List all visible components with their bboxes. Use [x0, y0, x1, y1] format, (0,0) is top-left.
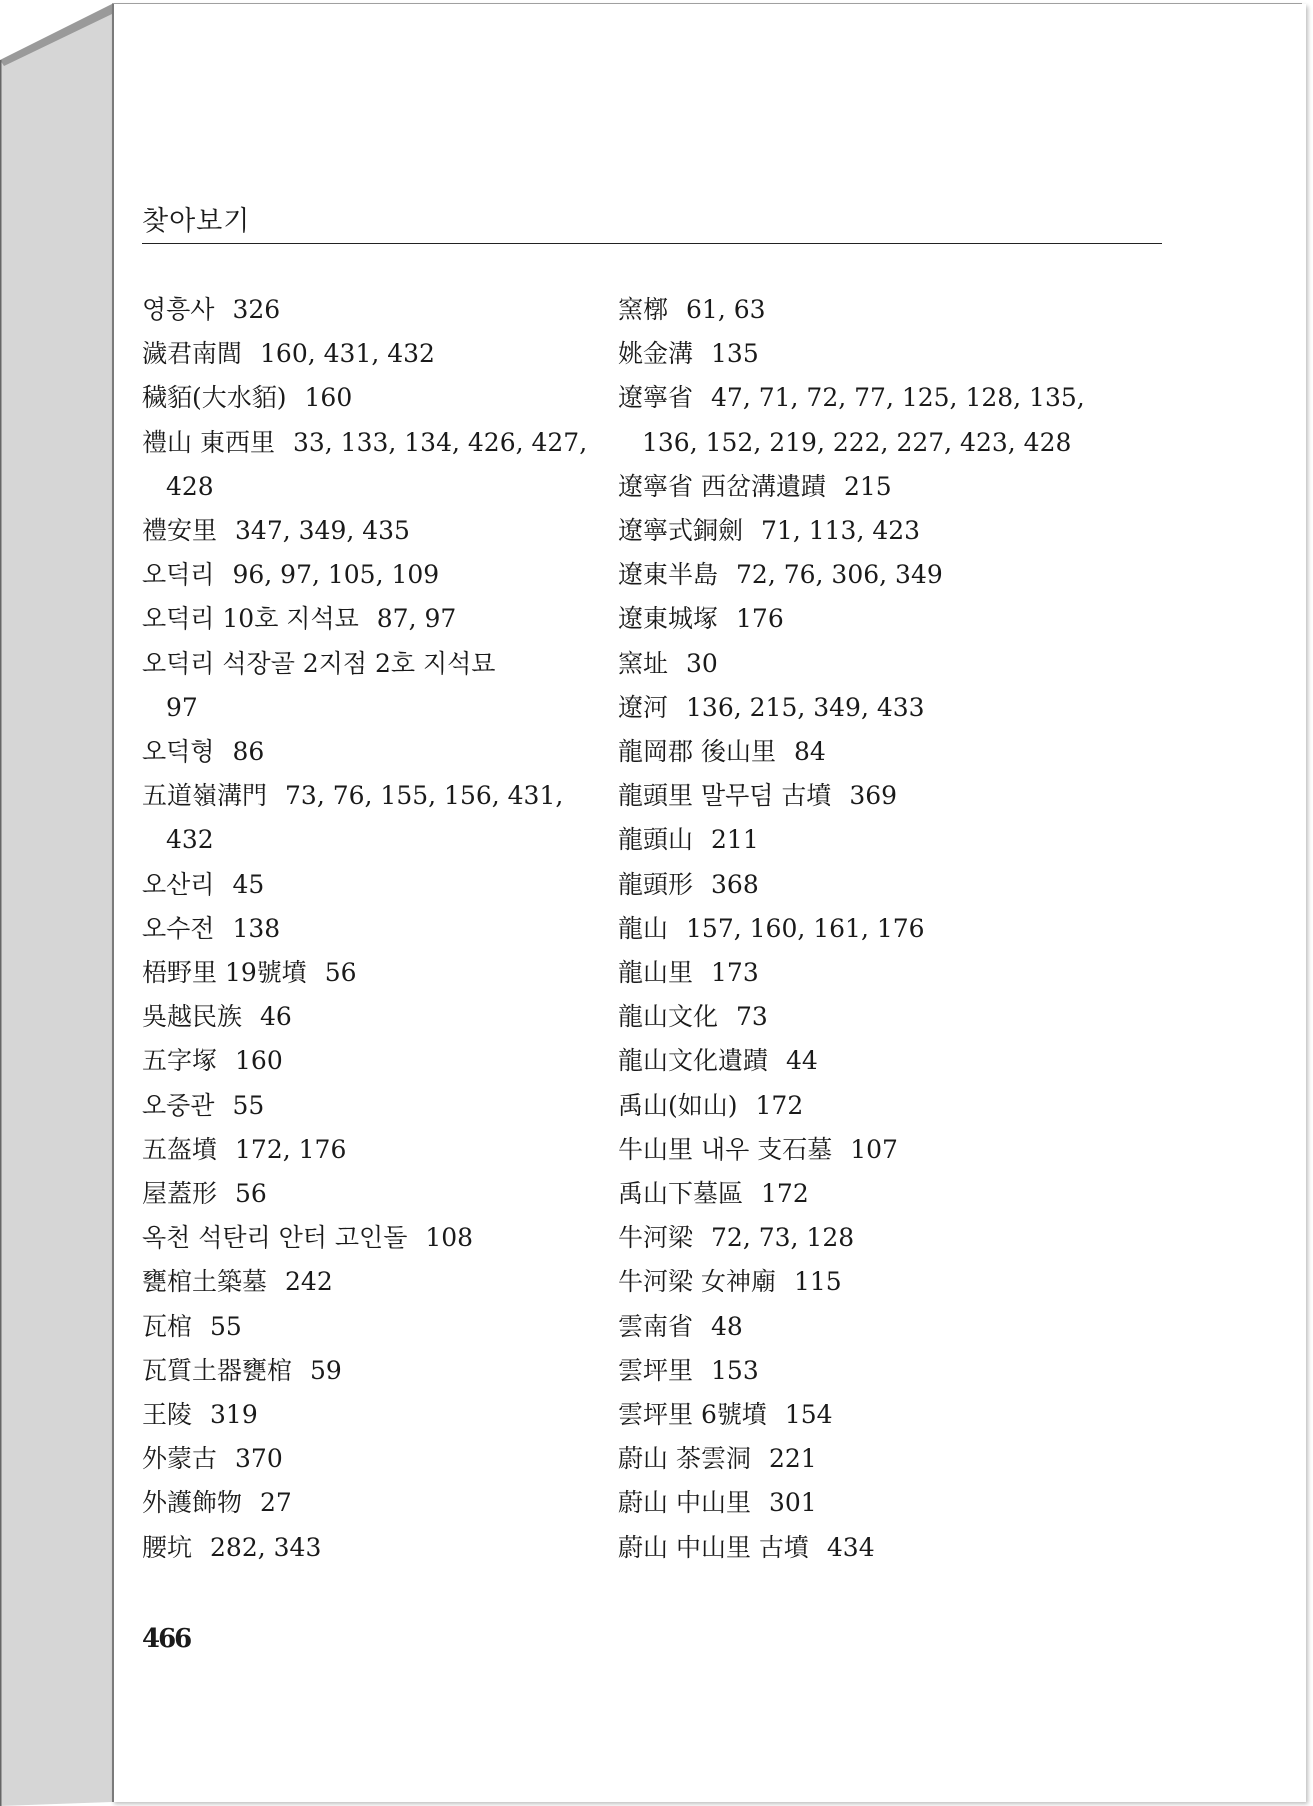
index-pages: 44	[786, 1046, 818, 1076]
index-pages: 46	[260, 1002, 292, 1032]
index-term: 오덕형	[142, 737, 215, 767]
index-pages: 55	[210, 1311, 242, 1341]
index-term: 오중관	[142, 1090, 215, 1120]
index-pages-continued: 428	[166, 471, 214, 501]
index-term: 禹山下墓區	[618, 1179, 744, 1209]
index-entry	[142, 730, 622, 774]
index-entry	[142, 553, 622, 597]
index-term: 오덕리 석장골 2지점 2호 지석묘	[142, 648, 496, 678]
index-pages: 347, 349, 435	[235, 516, 410, 546]
index-entry	[618, 1039, 1098, 1083]
index-entry	[618, 553, 1098, 597]
index-entry	[142, 1216, 622, 1260]
index-pages: 136, 215, 349, 433	[686, 692, 925, 722]
page-header	[142, 205, 1162, 239]
index-entry	[142, 1526, 622, 1570]
index-pages: 160, 431, 432	[260, 339, 435, 369]
index-pages: 135	[711, 339, 759, 369]
index-pages: 221	[768, 1444, 817, 1474]
index-pages: 282, 343	[210, 1532, 322, 1562]
index-entry	[618, 863, 1098, 907]
index-term: 龍山文化	[618, 1002, 719, 1032]
index-entry	[142, 1260, 622, 1304]
index-entry	[142, 774, 622, 862]
index-entry	[618, 730, 1098, 774]
index-term: 龍岡郡 後山里	[618, 737, 776, 767]
index-pages: 59	[310, 1355, 342, 1385]
index-term: 窯槨	[618, 295, 669, 324]
index-pages: 56	[235, 1179, 267, 1209]
index-term: 穢貊(大水貊)	[142, 383, 287, 413]
index-entry	[142, 995, 622, 1039]
index-term: 窯址	[618, 648, 669, 678]
index-term: 龍山里	[618, 958, 694, 988]
index-pages: 369	[849, 781, 898, 811]
index-term: 옥천 석탄리 안터 고인돌	[142, 1223, 408, 1253]
index-entry	[618, 1128, 1098, 1172]
index-term: 蔚山 中山里	[618, 1488, 751, 1518]
index-term: 五字塚	[142, 1046, 218, 1076]
index-entry	[618, 288, 1098, 332]
index-pages: 87, 97	[376, 604, 457, 634]
index-pages: 138	[232, 913, 281, 943]
index-entry	[618, 1305, 1098, 1349]
index-entry	[618, 1526, 1098, 1570]
index-term: 龍山	[618, 913, 669, 943]
index-entry	[142, 288, 622, 332]
index-term: 雲坪里 6號墳	[618, 1400, 767, 1430]
index-term: 五盔墳	[142, 1134, 218, 1164]
index-pages: 30	[686, 648, 718, 678]
index-term: 오덕리	[142, 560, 215, 590]
index-term: 外護飾物	[142, 1488, 243, 1518]
index-entry	[618, 1084, 1098, 1128]
index-entry	[142, 1084, 622, 1128]
index-term: 遼東半島	[618, 560, 719, 590]
index-entry	[618, 907, 1098, 951]
index-pages: 173	[711, 958, 759, 988]
index-pages: 319	[210, 1400, 258, 1430]
index-term: 龍頭里 말무덤 古墳	[618, 781, 832, 811]
index-entry	[618, 1481, 1098, 1525]
index-entry	[618, 332, 1098, 376]
index-pages: 215	[843, 471, 892, 501]
index-pages: 157, 160, 161, 176	[686, 913, 925, 943]
index-pages: 33, 133, 134, 426, 427,	[292, 427, 588, 457]
index-pages: 211	[711, 825, 759, 855]
index-term: 蔚山 中山里 古墳	[618, 1532, 809, 1562]
index-entry	[142, 1437, 622, 1481]
index-pages: 368	[711, 869, 759, 899]
index-entry	[618, 1437, 1098, 1481]
index-pages: 176	[736, 604, 784, 634]
index-pages: 242	[285, 1267, 333, 1297]
index-term: 오수전	[142, 913, 215, 943]
index-term: 梧野里 19號墳	[142, 958, 307, 988]
index-pages: 370	[235, 1444, 283, 1474]
index-term: 遼河	[618, 692, 669, 722]
page-title: 찾아보기	[142, 206, 251, 237]
index-term: 瓦棺	[142, 1311, 193, 1341]
index-entry	[142, 376, 622, 420]
index-term: 蔚山 茶雲洞	[618, 1444, 751, 1474]
index-term: 遼寧式銅劍	[618, 516, 744, 546]
index-entry	[142, 907, 622, 951]
index-term: 腰坑	[142, 1532, 193, 1562]
index-pages: 47, 71, 72, 77, 125, 128, 135,	[711, 383, 1085, 413]
index-pages: 153	[711, 1355, 759, 1385]
index-entry	[142, 1393, 622, 1437]
index-entry	[142, 1305, 622, 1349]
index-term: 遼寧省 西岔溝遺蹟	[618, 471, 826, 501]
index-column-left	[142, 288, 622, 1570]
index-entry	[142, 332, 622, 376]
index-entry	[142, 1172, 622, 1216]
index-entry	[142, 1128, 622, 1172]
index-entry	[618, 995, 1098, 1039]
index-entry	[142, 1349, 622, 1393]
index-pages: 45	[232, 869, 265, 899]
index-term: 五道嶺溝門	[142, 781, 268, 811]
index-pages: 27	[260, 1488, 292, 1518]
index-pages: 71, 113, 423	[761, 516, 921, 546]
index-pages: 301	[768, 1488, 817, 1518]
index-term: 濊君南閭	[142, 339, 243, 369]
index-pages: 108	[425, 1223, 474, 1253]
index-pages: 73, 76, 155, 156, 431,	[285, 781, 564, 811]
index-pages-continued: 97	[166, 692, 198, 722]
index-entry	[142, 642, 622, 730]
index-term: 遼東城塚	[618, 604, 719, 634]
index-entry	[142, 1481, 622, 1525]
index-column-right	[618, 288, 1098, 1570]
index-entry	[142, 863, 622, 907]
index-entry	[618, 818, 1098, 862]
index-pages: 86	[232, 737, 265, 767]
index-pages: 160	[304, 383, 353, 413]
index-entry	[618, 1393, 1098, 1437]
index-term: 姚金溝	[618, 339, 694, 369]
index-entry	[618, 509, 1098, 553]
index-pages: 48	[711, 1311, 743, 1341]
index-entry	[142, 1039, 622, 1083]
index-term: 外蒙古	[142, 1444, 218, 1474]
index-term: 禮安里	[142, 516, 218, 546]
index-pages: 72, 73, 128	[711, 1223, 855, 1253]
index-entry	[618, 465, 1098, 509]
index-pages: 172, 176	[235, 1134, 347, 1164]
index-entry	[142, 951, 622, 995]
index-term: 吳越民族	[142, 1002, 243, 1032]
index-pages: 172	[761, 1179, 809, 1209]
index-term: 龍山文化遺蹟	[618, 1046, 769, 1076]
index-term: 瓦質土器甕棺	[142, 1355, 293, 1385]
index-term: 龍頭山	[618, 825, 694, 855]
index-term: 甕棺土築墓	[142, 1267, 268, 1297]
index-term: 牛山里 내우 支石墓	[618, 1134, 833, 1164]
index-entry	[618, 597, 1098, 641]
index-entry	[618, 642, 1098, 686]
index-pages: 160	[235, 1046, 283, 1076]
index-pages: 115	[793, 1267, 842, 1297]
index-entry	[142, 509, 622, 553]
index-entry	[618, 1349, 1098, 1393]
index-term: 雲南省	[618, 1311, 694, 1341]
index-term: 牛河梁 女神廟	[618, 1267, 776, 1297]
index-term: 牛河梁	[618, 1223, 694, 1253]
index-pages: 56	[324, 958, 357, 988]
index-pages: 107	[850, 1134, 898, 1164]
index-entry	[618, 1216, 1098, 1260]
page-number: 466	[142, 1624, 191, 1654]
index-entry	[618, 1260, 1098, 1304]
index-term: 오덕리 10호 지석묘	[142, 604, 359, 634]
index-entry	[142, 421, 622, 509]
index-pages: 96, 97, 105, 109	[232, 560, 440, 590]
index-pages: 61, 63	[686, 295, 766, 324]
index-pages: 172	[755, 1090, 804, 1120]
index-term: 屋蓋形	[142, 1179, 218, 1209]
index-term: 王陵	[142, 1400, 193, 1430]
index-entry	[618, 951, 1098, 995]
index-entry	[618, 1172, 1098, 1216]
index-pages: 72, 76, 306, 349	[736, 560, 943, 590]
index-term: 영흥사	[142, 295, 215, 324]
index-pages: 154	[784, 1400, 833, 1430]
index-pages-continued: 432	[166, 825, 214, 855]
index-term: 禮山 東西里	[142, 427, 275, 457]
index-entry	[142, 597, 622, 641]
header-divider	[142, 243, 1162, 244]
index-pages: 73	[736, 1002, 768, 1032]
index-entry	[618, 686, 1098, 730]
index-term: 禹山(如山)	[618, 1090, 738, 1120]
index-pages-continued: 136, 152, 219, 222, 227, 423, 428	[642, 427, 1072, 457]
index-entry	[618, 376, 1098, 464]
index-pages: 84	[793, 737, 826, 767]
index-term: 遼寧省	[618, 383, 694, 413]
index-entry	[618, 774, 1098, 818]
index-term: 雲坪里	[618, 1355, 694, 1385]
index-pages: 55	[232, 1090, 265, 1120]
index-pages: 326	[232, 295, 281, 324]
index-term: 오산리	[142, 869, 215, 899]
index-term: 龍頭形	[618, 869, 694, 899]
index-pages: 434	[826, 1532, 875, 1562]
